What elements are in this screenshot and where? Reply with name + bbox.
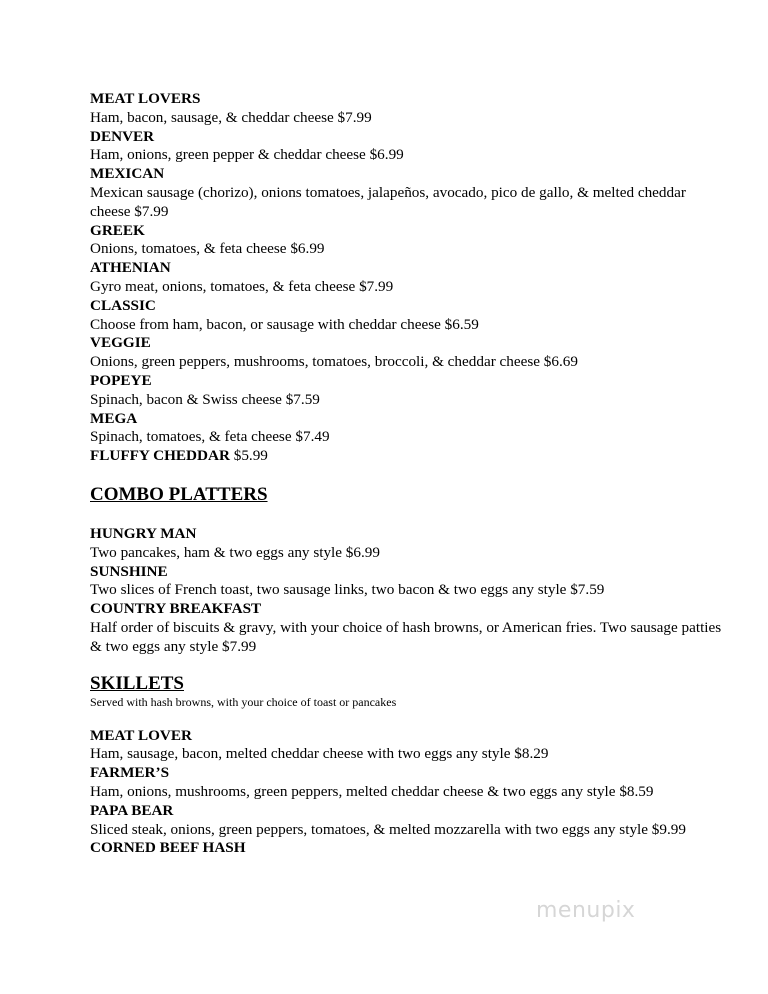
item-greek-name: GREEK xyxy=(90,221,145,239)
menu-page xyxy=(90,90,730,858)
item-veggie-name: VEGGIE xyxy=(90,334,151,352)
item-meat-lovers-desc: Ham, bacon, sausage, & cheddar cheese $7.99 xyxy=(90,108,372,126)
item-fluffy-cheddar-name: FLUFFY CHEDDAR xyxy=(90,447,230,465)
combo-section-title: COMBO PLATTERS xyxy=(90,483,268,505)
item-papa-bear-desc: Sliced steak, onions, green peppers, tomatoes, & melted mozzarella with two eggs any style $9.99 xyxy=(90,820,686,838)
item-country-breakfast-desc: Half order of biscuits & gravy, with your choice of hash browns, or American fries. Two sausage patties & two eggs any style $7.99 xyxy=(90,618,722,655)
item-classic-name: CLASSIC xyxy=(90,296,156,314)
item-papa-bear-name: PAPA BEAR xyxy=(90,801,174,819)
skillet-list xyxy=(90,727,730,859)
item-meat-lover-desc: Ham, sausage, bacon, melted cheddar cheese with two eggs any style $8.29 xyxy=(90,745,549,763)
omelette-list xyxy=(90,90,730,466)
item-mega-name: MEGA xyxy=(90,409,138,427)
item-hungry-man-name: HUNGRY MAN xyxy=(90,524,197,542)
item-popeye-name: POPEYE xyxy=(90,371,152,389)
item-greek-desc: Onions, tomatoes, & feta cheese $6.99 xyxy=(90,240,325,258)
item-mega-desc: Spinach, tomatoes, & feta cheese $7.49 xyxy=(90,428,330,446)
item-sunshine-name: SUNSHINE xyxy=(90,562,168,580)
item-denver-desc: Ham, onions, green pepper & cheddar cheese $6.99 xyxy=(90,146,404,164)
item-popeye-desc: Spinach, bacon & Swiss cheese $7.59 xyxy=(90,390,320,408)
item-farmers-name: FARMER’S xyxy=(90,764,170,782)
item-corned-beef-hash-name: CORNED BEEF HASH xyxy=(90,839,246,857)
item-denver-name: DENVER xyxy=(90,127,155,145)
menupix-watermark: menupix xyxy=(536,898,636,923)
item-hungry-man-desc: Two pancakes, ham & two eggs any style $6.99 xyxy=(90,543,380,561)
item-mexican-desc: Mexican sausage (chorizo), onions tomatoes, jalapeños, avocado, pico de gallo, & melted cheddar cheese $7.99 xyxy=(90,183,686,220)
item-athenian-desc: Gyro meat, onions, tomatoes, & feta cheese $7.99 xyxy=(90,277,394,295)
combo-list xyxy=(90,525,730,657)
item-athenian-name: ATHENIAN xyxy=(90,259,171,277)
item-farmers-desc: Ham, onions, mushrooms, green peppers, melted cheddar cheese & two eggs any style $8.59 xyxy=(90,782,654,800)
skillets-section-title: SKILLETS xyxy=(90,672,184,694)
item-classic-desc: Choose from ham, bacon, or sausage with cheddar cheese $6.59 xyxy=(90,315,479,333)
item-meat-lover-name: MEAT LOVER xyxy=(90,726,192,744)
item-veggie-desc: Onions, green peppers, mushrooms, tomatoes, broccoli, & cheddar cheese $6.69 xyxy=(90,353,578,371)
item-country-breakfast-name: COUNTRY BREAKFAST xyxy=(90,600,262,618)
item-fluffy-cheddar xyxy=(90,447,730,466)
skillets-subtitle: Served with hash browns, with your choice of toast or pancakes xyxy=(90,694,397,709)
item-meat-lovers-name: MEAT LOVERS xyxy=(90,90,201,107)
item-fluffy-cheddar-price: $5.99 xyxy=(229,447,268,465)
item-sunshine-desc: Two slices of French toast, two sausage links, two bacon & two eggs any style $7.59 xyxy=(90,581,605,599)
item-mexican-name: MEXICAN xyxy=(90,165,165,183)
